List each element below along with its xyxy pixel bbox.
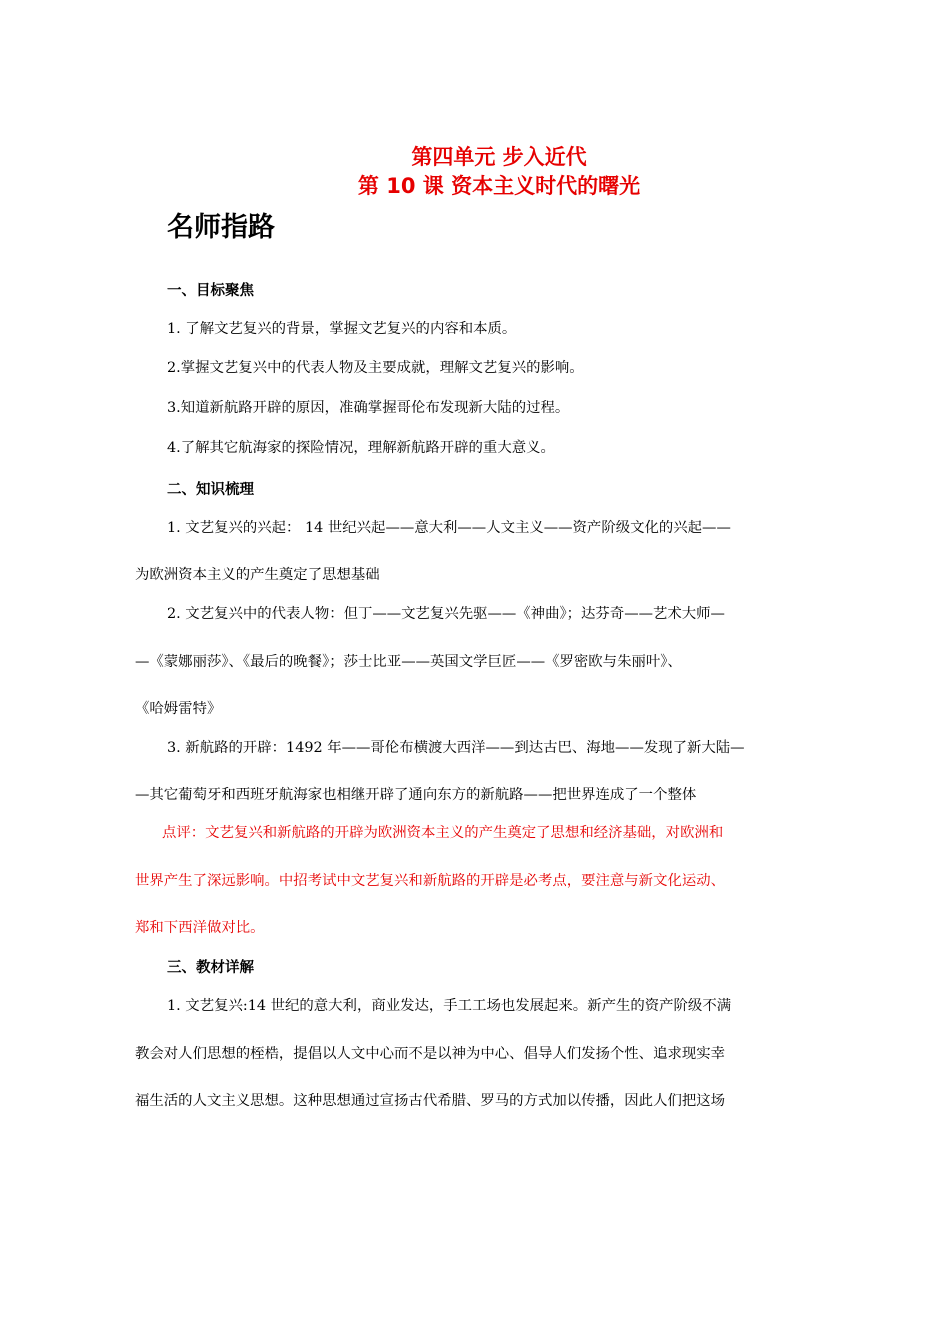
knowledge-paragraph-line: —《蒙娜丽莎》、《最后的晚餐》；莎士比亚——英国文学巨匠——《罗密欧与朱丽叶》、 [135, 654, 682, 670]
lesson-title: 第 10 课 资本主义时代的曙光 [357, 174, 641, 198]
page-heading: 名师指路 [167, 212, 275, 243]
comment-line: 点评：文艺复兴和新航路的开辟为欧洲资本主义的产生奠定了思想和经济基础，对欧洲和 [162, 825, 724, 841]
textbook-paragraph-line: 教会对人们思想的桎梏，提倡以人文中心而不是以神为中心、倡导人们发扬个性、追求现实幸 [135, 1046, 726, 1062]
textbook-paragraph-line: 福生活的人文主义思想。这种思想通过宣扬古代希腊、罗马的方式加以传播，因此人们把这场 [135, 1093, 726, 1109]
goal-item: 2.掌握文艺复兴中的代表人物及主要成就，理解文艺复兴的影响。 [167, 360, 584, 376]
knowledge-paragraph-line: 3. 新航路的开辟：1492 年——哥伦布横渡大西洋——到达古巴、海地——发现了新大陆— [167, 740, 745, 756]
section-heading-textbook: 三、教材详解 [167, 960, 254, 976]
goal-item: 3.知道新航路开辟的原因，准确掌握哥伦布发现新大陆的过程。 [167, 400, 570, 416]
knowledge-paragraph-line: 《哈姆雷特》 [135, 701, 222, 717]
textbook-paragraph-line: 1. 文艺复兴:14 世纪的意大利，商业发达，手工工场也发展起来。新产生的资产阶级不满 [167, 998, 732, 1014]
comment-line: 世界产生了深远影响。中招考试中文艺复兴和新航路的开辟是必考点，要注意与新文化运动、 [135, 873, 726, 889]
knowledge-paragraph-line: 1. 文艺复兴的兴起： 14 世纪兴起——意大利——人文主义——资产阶级文化的兴起—— [167, 520, 731, 536]
goal-item: 4.了解其它航海家的探险情况，理解新航路开辟的重大意义。 [167, 440, 555, 456]
knowledge-paragraph-line: 为欧洲资本主义的产生奠定了思想基础 [135, 567, 380, 583]
knowledge-paragraph-line: —其它葡萄牙和西班牙航海家也相继开辟了通向东方的新航路——把世界连成了一个整体 [135, 787, 697, 803]
section-heading-knowledge: 二、知识梳理 [167, 482, 254, 498]
comment-line: 郑和下西洋做对比。 [135, 920, 265, 936]
section-heading-goals: 一、目标聚焦 [167, 283, 254, 299]
knowledge-paragraph-line: 2. 文艺复兴中的代表人物：但丁——文艺复兴先驱——《神曲》；达芬奇——艺术大师— [167, 606, 725, 622]
unit-title: 第四单元 步入近代 [411, 145, 587, 169]
goal-item: 1. 了解文艺复兴的背景，掌握文艺复兴的内容和本质。 [167, 321, 517, 337]
